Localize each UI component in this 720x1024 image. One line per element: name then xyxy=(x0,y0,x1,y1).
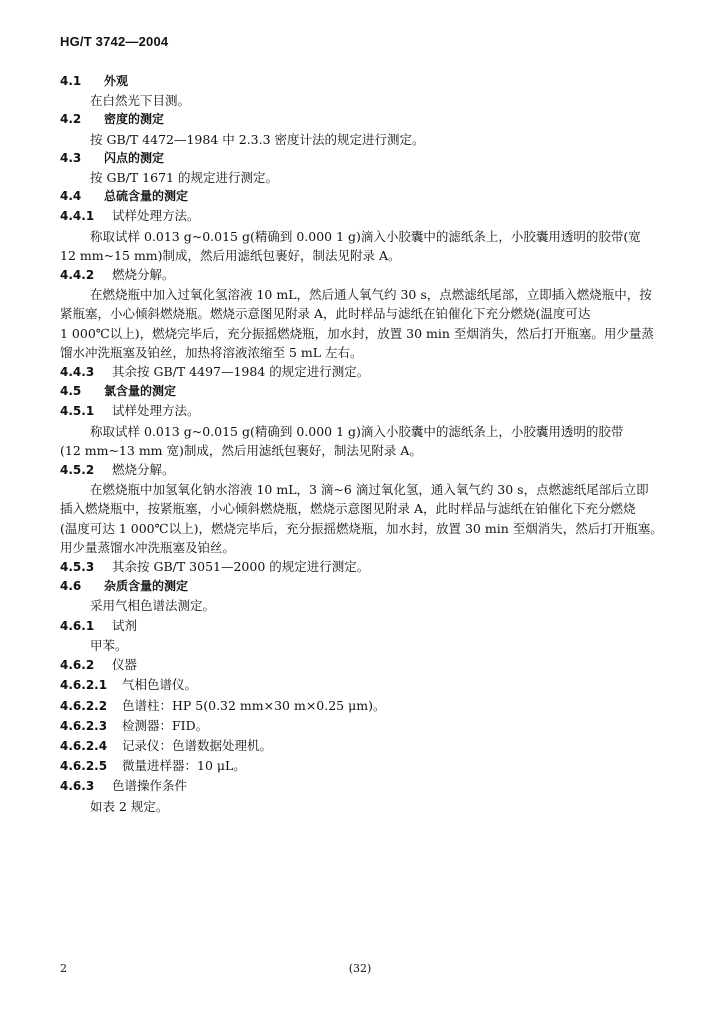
subsection-title: 试样处理方法。 xyxy=(112,403,200,419)
section-title: 外观 xyxy=(104,74,129,88)
subsection-heading xyxy=(60,616,670,636)
subsection-heading xyxy=(60,655,670,675)
paragraph-line: 称取试样 0.013 g~0.015 g(精确到 0.000 1 g)滴入小胶囊中的滤纸条上，小胶囊用透明的胶带 xyxy=(90,423,624,439)
section-number: 4.6 xyxy=(60,579,82,594)
section-heading xyxy=(60,187,670,206)
subsection-number: 4.5.2 xyxy=(60,463,95,478)
document-code: HG/T 3742—2004 xyxy=(60,34,169,49)
page-center-number: (32) xyxy=(348,962,372,975)
body-text: 甲苯。 xyxy=(90,637,128,653)
section-title: 闪点的测定 xyxy=(104,150,165,165)
section-heading xyxy=(60,149,670,168)
body-text: 在白然光下目测。 xyxy=(90,93,191,109)
paragraph-line: 在燃烧瓶中加氢氧化钠水溶液 10 mL，3 滴~6 滴过氧化氢，通入氧气约 30 s，点燃滤纸尾部后立即 xyxy=(90,482,649,498)
subsection-number: 4.6.2.4 xyxy=(60,738,108,753)
subsubsection-heading xyxy=(60,716,670,736)
body-text: 采用气相色谱法测定。 xyxy=(90,598,216,614)
subsection-heading xyxy=(60,401,670,421)
section-number: 4.4 xyxy=(60,189,82,204)
subsection-heading xyxy=(60,557,670,577)
subsection-heading xyxy=(60,265,670,285)
paragraph-line: 12 mm~15 mm)制成，然后用滤纸包裹好，制法见附录 A。 xyxy=(60,247,401,263)
subsection-number: 4.4.1 xyxy=(60,209,95,224)
section-number: 4.2 xyxy=(60,112,82,127)
section-title: 总硫含量的测定 xyxy=(104,189,189,204)
body-text: 如表 2 规定。 xyxy=(90,798,169,814)
section-heading xyxy=(60,577,670,596)
subsection-title: 色谱柱：HP 5(0.32 mm×30 m×0.25 μm)。 xyxy=(122,697,386,713)
subsection-title: 微量进样器：10 μL。 xyxy=(122,758,246,774)
subsubsection-heading xyxy=(60,675,670,695)
paragraph-line: 用少量蒸馏水冲洗瓶塞及铂丝。 xyxy=(60,539,236,555)
subsection-heading xyxy=(60,776,670,796)
subsection-title: 燃烧分解。 xyxy=(112,267,175,283)
subsection-title: 检测器：FID。 xyxy=(122,717,209,733)
section-heading xyxy=(60,110,670,129)
subsection-title: 记录仪：色谱数据处理机。 xyxy=(122,737,273,753)
section-title: 密度的测定 xyxy=(104,112,165,127)
section-number: 4.5 xyxy=(60,384,82,399)
page-number: 2 xyxy=(60,962,67,975)
section-title: 氯含量的测定 xyxy=(104,384,177,399)
paragraph-line: (温度可达 1 000℃以上)，燃烧完毕后，充分振摇燃烧瓶，加水封，放置 30 min 至烟消失，然后打开瓶塞。 xyxy=(60,520,663,536)
section-heading xyxy=(60,72,670,91)
document-body xyxy=(60,72,670,816)
subsection-number: 4.6.2 xyxy=(60,658,95,673)
paragraph-line: 1 000℃以上)，燃烧完毕后，充分振摇燃烧瓶，加水封，放置 30 min 至烟消失，然后打开瓶塞。用少量蒸 xyxy=(60,325,654,341)
paragraph-line: (12 mm~13 mm 宽)制成，然后用滤纸包裹好，制法见附录 A。 xyxy=(60,442,422,458)
subsection-title: 气相色谱仪。 xyxy=(122,677,198,693)
subsection-heading xyxy=(60,460,670,480)
subsubsection-heading xyxy=(60,756,670,776)
subsection-number: 4.6.1 xyxy=(60,618,95,633)
subsubsection-heading xyxy=(60,736,670,756)
paragraph-line: 称取试样 0.013 g~0.015 g(精确到 0.000 1 g)滴入小胶囊中的滤纸条上，小胶囊用透明的胶带(宽 xyxy=(90,228,641,244)
subsection-number: 4.6.3 xyxy=(60,779,95,794)
subsection-number: 4.4.2 xyxy=(60,268,95,283)
subsection-heading xyxy=(60,362,670,382)
subsection-title: 仪器 xyxy=(112,657,138,673)
subsection-title: 燃烧分解。 xyxy=(112,462,175,478)
section-title: 杂质含量的测定 xyxy=(104,579,189,594)
subsection-title: 试剂 xyxy=(112,617,138,633)
subsection-number: 4.4.3 xyxy=(60,365,95,380)
subsection-title: 试样处理方法。 xyxy=(112,208,200,224)
paragraph-line: 插入燃烧瓶中，按紧瓶塞，小心倾斜燃烧瓶，燃烧示意图见附录 A，此时样品与滤纸在铂催化下充分燃烧 xyxy=(60,501,636,517)
section-number: 4.3 xyxy=(60,150,82,165)
subsection-number: 4.6.2.3 xyxy=(60,718,108,733)
paragraph-line: 紧瓶塞，小心倾斜燃烧瓶。燃烧示意图见附录 A，此时样品与滤纸在铂催化下充分燃烧(温度可达 xyxy=(60,306,591,322)
subsection-number: 4.6.2.1 xyxy=(60,678,108,693)
body-text: 按 GB/T 1671 的规定进行测定。 xyxy=(90,170,278,186)
subsection-title: 色谱操作条件 xyxy=(112,778,188,794)
subsection-number: 4.6.2.5 xyxy=(60,759,108,774)
subsubsection-heading xyxy=(60,696,670,716)
body-text: 按 GB/T 4472—1984 中 2.3.3 密度计法的规定进行测定。 xyxy=(90,131,425,147)
subsection-title: 其余按 GB/T 3051—2000 的规定进行测定。 xyxy=(112,559,370,575)
subsection-number: 4.6.2.2 xyxy=(60,698,108,713)
subsection-number: 4.5.3 xyxy=(60,560,95,575)
section-heading xyxy=(60,382,670,401)
subsection-number: 4.5.1 xyxy=(60,404,95,419)
paragraph-line: 在燃烧瓶中加入过氧化氢溶液 10 mL，然后通人氧气约 30 s，点燃滤纸尾部，立即插入燃烧瓶中，按 xyxy=(90,287,652,303)
paragraph-line: 馏水冲洗瓶塞及铂丝，加热将溶液浓缩至 5 mL 左右。 xyxy=(60,344,363,360)
section-number: 4.1 xyxy=(60,74,82,88)
subsection-title: 其余按 GB/T 4497—1984 的规定进行测定。 xyxy=(112,364,370,380)
subsection-heading xyxy=(60,206,670,226)
